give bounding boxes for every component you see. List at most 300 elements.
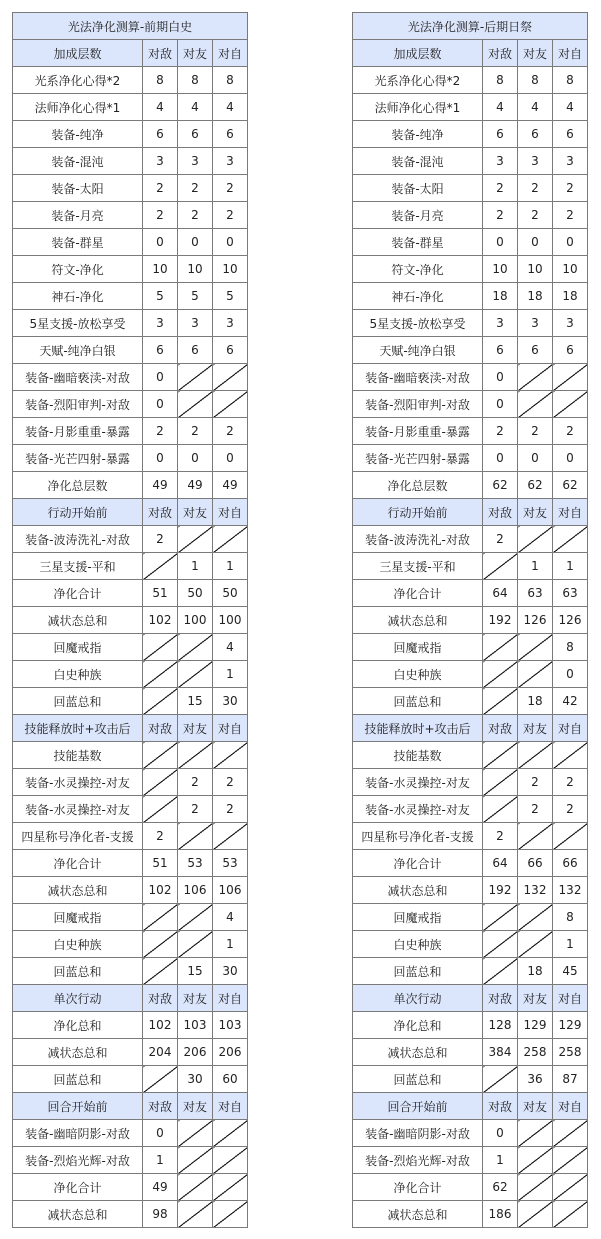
table-row [353, 1066, 588, 1093]
value-cell: 129 [518, 1012, 553, 1039]
value-cell: 18 [518, 688, 553, 715]
section-header-label: 回合开始前 [353, 1093, 483, 1120]
row-label: 回蓝总和 [13, 958, 143, 985]
table-row [13, 121, 248, 148]
value-cell: 2 [143, 175, 178, 202]
row-label: 光系净化心得*2 [13, 67, 143, 94]
table-row [353, 688, 588, 715]
table-row [13, 1201, 248, 1228]
empty-slash-cell [483, 931, 518, 958]
row-label: 回魔戒指 [13, 904, 143, 931]
column-header: 对友 [518, 40, 553, 67]
empty-slash-cell [483, 1066, 518, 1093]
value-cell: 64 [483, 580, 518, 607]
row-label: 回蓝总和 [13, 688, 143, 715]
empty-slash-cell [553, 1120, 588, 1147]
value-cell: 1 [213, 931, 248, 958]
value-cell: 6 [553, 337, 588, 364]
table-row [13, 1012, 248, 1039]
value-cell: 49 [178, 472, 213, 499]
row-label: 减状态总和 [13, 1201, 143, 1228]
value-cell: 2 [518, 418, 553, 445]
value-cell: 106 [213, 877, 248, 904]
table-row [13, 661, 248, 688]
table-row [13, 256, 248, 283]
value-cell: 6 [518, 337, 553, 364]
value-cell: 1 [518, 553, 553, 580]
column-header: 对敌 [483, 1093, 518, 1120]
row-label: 减状态总和 [13, 877, 143, 904]
table-row [13, 229, 248, 256]
table-row [353, 553, 588, 580]
value-cell: 258 [553, 1039, 588, 1066]
value-cell: 126 [553, 607, 588, 634]
value-cell: 0 [483, 391, 518, 418]
empty-slash-cell [143, 553, 178, 580]
table-row [353, 742, 588, 769]
table-row [353, 418, 588, 445]
value-cell: 102 [143, 1012, 178, 1039]
row-label: 符文-净化 [353, 256, 483, 283]
value-cell: 129 [553, 1012, 588, 1039]
empty-slash-cell [143, 931, 178, 958]
table-row [13, 418, 248, 445]
value-cell: 30 [213, 688, 248, 715]
empty-slash-cell [483, 634, 518, 661]
value-cell: 60 [213, 1066, 248, 1093]
column-header: 对友 [178, 715, 213, 742]
table-row [353, 472, 588, 499]
table-row [13, 850, 248, 877]
value-cell: 6 [178, 337, 213, 364]
value-cell: 51 [143, 580, 178, 607]
value-cell: 2 [553, 175, 588, 202]
row-label: 净化合计 [13, 1174, 143, 1201]
value-cell: 2 [213, 769, 248, 796]
value-cell: 102 [143, 877, 178, 904]
table-row [353, 607, 588, 634]
column-header: 对敌 [483, 40, 518, 67]
value-cell: 2 [483, 202, 518, 229]
value-cell: 36 [518, 1066, 553, 1093]
value-cell: 66 [518, 850, 553, 877]
value-cell: 2 [143, 526, 178, 553]
column-header: 对自 [213, 715, 248, 742]
value-cell: 2 [178, 418, 213, 445]
empty-slash-cell [553, 742, 588, 769]
empty-slash-cell [518, 391, 553, 418]
value-cell: 49 [143, 472, 178, 499]
value-cell: 0 [553, 661, 588, 688]
table-row [13, 1039, 248, 1066]
section-header-label: 回合开始前 [13, 1093, 143, 1120]
value-cell: 2 [143, 823, 178, 850]
empty-slash-cell [178, 904, 213, 931]
value-cell: 45 [553, 958, 588, 985]
value-cell: 258 [518, 1039, 553, 1066]
value-cell: 53 [213, 850, 248, 877]
row-label: 净化合计 [353, 850, 483, 877]
value-cell: 0 [143, 445, 178, 472]
row-label: 白史种族 [13, 661, 143, 688]
table-body-1 [353, 13, 588, 1228]
row-label: 法师净化心得*1 [13, 94, 143, 121]
empty-slash-cell [518, 823, 553, 850]
empty-slash-cell [483, 661, 518, 688]
table-body-0 [13, 13, 248, 1228]
row-label: 四星称号净化者-支援 [13, 823, 143, 850]
empty-slash-cell [213, 1174, 248, 1201]
section-header-row [353, 715, 588, 742]
row-label: 净化总层数 [13, 472, 143, 499]
table-row [13, 283, 248, 310]
value-cell: 4 [178, 94, 213, 121]
row-label: 减状态总和 [353, 877, 483, 904]
value-cell: 6 [483, 337, 518, 364]
value-cell: 8 [553, 904, 588, 931]
row-label: 净化总和 [13, 1012, 143, 1039]
row-label: 回魔戒指 [353, 634, 483, 661]
value-cell: 3 [483, 148, 518, 175]
empty-slash-cell [178, 742, 213, 769]
column-header: 对自 [553, 715, 588, 742]
table-title-row [353, 13, 588, 40]
row-label: 符文-净化 [13, 256, 143, 283]
table-row [13, 1120, 248, 1147]
value-cell: 2 [213, 796, 248, 823]
table-row [353, 931, 588, 958]
table-row [13, 553, 248, 580]
value-cell: 106 [178, 877, 213, 904]
table-row [353, 445, 588, 472]
table-row [353, 580, 588, 607]
value-cell: 50 [178, 580, 213, 607]
value-cell: 62 [518, 472, 553, 499]
row-label: 装备-烈阳审判-对敌 [13, 391, 143, 418]
row-label: 装备-烈阳审判-对敌 [353, 391, 483, 418]
row-label: 白史种族 [13, 931, 143, 958]
row-label: 三星支援-平和 [13, 553, 143, 580]
row-label: 净化总层数 [353, 472, 483, 499]
value-cell: 6 [178, 121, 213, 148]
table-row [13, 1174, 248, 1201]
table-row [13, 202, 248, 229]
value-cell: 3 [143, 310, 178, 337]
empty-slash-cell [143, 769, 178, 796]
value-cell: 6 [553, 121, 588, 148]
value-cell: 2 [553, 796, 588, 823]
empty-slash-cell [483, 769, 518, 796]
row-label: 装备-水灵操控-对友 [353, 796, 483, 823]
value-cell: 128 [483, 1012, 518, 1039]
empty-slash-cell [213, 1147, 248, 1174]
value-cell: 10 [518, 256, 553, 283]
value-cell: 1 [553, 931, 588, 958]
table-row [353, 391, 588, 418]
value-cell: 5 [178, 283, 213, 310]
empty-slash-cell [553, 526, 588, 553]
table-row [353, 634, 588, 661]
value-cell: 98 [143, 1201, 178, 1228]
value-cell: 2 [518, 175, 553, 202]
table-row [13, 634, 248, 661]
table-row [353, 94, 588, 121]
table-row [13, 904, 248, 931]
table-row [353, 310, 588, 337]
value-cell: 63 [553, 580, 588, 607]
value-cell: 1 [143, 1147, 178, 1174]
empty-slash-cell [213, 391, 248, 418]
value-cell: 3 [553, 310, 588, 337]
row-label: 装备-群星 [353, 229, 483, 256]
table-row [353, 229, 588, 256]
empty-slash-cell [178, 1174, 213, 1201]
section-header-row [13, 985, 248, 1012]
empty-slash-cell [213, 364, 248, 391]
table-title-row [13, 13, 248, 40]
section-header-label: 行动开始前 [13, 499, 143, 526]
row-label: 5星支援-放松享受 [13, 310, 143, 337]
value-cell: 30 [178, 1066, 213, 1093]
row-label: 装备-幽暗阴影-对敌 [353, 1120, 483, 1147]
row-label: 装备-水灵操控-对友 [13, 796, 143, 823]
row-label: 装备-混沌 [13, 148, 143, 175]
column-header: 对自 [553, 1093, 588, 1120]
value-cell: 8 [178, 67, 213, 94]
table-row [13, 769, 248, 796]
column-header: 对友 [518, 1093, 553, 1120]
value-cell: 53 [178, 850, 213, 877]
value-cell: 8 [483, 67, 518, 94]
value-cell: 0 [143, 229, 178, 256]
row-label: 5星支援-放松享受 [353, 310, 483, 337]
value-cell: 3 [143, 148, 178, 175]
table-row [13, 472, 248, 499]
row-label: 白史种族 [353, 931, 483, 958]
value-cell: 206 [178, 1039, 213, 1066]
column-header: 对友 [518, 499, 553, 526]
table-row [353, 661, 588, 688]
value-cell: 10 [178, 256, 213, 283]
row-label: 神石-净化 [13, 283, 143, 310]
value-cell: 18 [518, 283, 553, 310]
value-cell: 0 [143, 364, 178, 391]
row-label: 装备-月影重重-暴露 [13, 418, 143, 445]
table-row [353, 175, 588, 202]
value-cell: 1 [213, 661, 248, 688]
value-cell: 15 [178, 688, 213, 715]
value-cell: 100 [213, 607, 248, 634]
table-row [13, 742, 248, 769]
table-row [13, 823, 248, 850]
row-label: 装备-纯净 [353, 121, 483, 148]
row-label: 装备-烈焰光辉-对敌 [353, 1147, 483, 1174]
column-header: 对自 [213, 499, 248, 526]
empty-slash-cell [483, 742, 518, 769]
empty-slash-cell [143, 904, 178, 931]
value-cell: 0 [483, 364, 518, 391]
value-cell: 62 [483, 472, 518, 499]
empty-slash-cell [518, 904, 553, 931]
empty-slash-cell [518, 1147, 553, 1174]
row-label: 回魔戒指 [13, 634, 143, 661]
value-cell: 2 [213, 202, 248, 229]
empty-slash-cell [143, 796, 178, 823]
value-cell: 132 [553, 877, 588, 904]
value-cell: 3 [178, 310, 213, 337]
empty-slash-cell [518, 931, 553, 958]
value-cell: 10 [483, 256, 518, 283]
row-label: 装备-群星 [13, 229, 143, 256]
section-header-row [353, 1093, 588, 1120]
value-cell: 2 [483, 526, 518, 553]
empty-slash-cell [518, 1174, 553, 1201]
row-label: 光系净化心得*2 [353, 67, 483, 94]
table-row [13, 958, 248, 985]
row-label: 回蓝总和 [353, 688, 483, 715]
section-header-label: 技能释放时+攻击后 [353, 715, 483, 742]
table-row [353, 148, 588, 175]
section-header-label: 行动开始前 [353, 499, 483, 526]
column-header: 对自 [553, 40, 588, 67]
value-cell: 8 [553, 634, 588, 661]
empty-slash-cell [178, 364, 213, 391]
row-label: 三星支援-平和 [353, 553, 483, 580]
value-cell: 192 [483, 877, 518, 904]
value-cell: 51 [143, 850, 178, 877]
value-cell: 49 [213, 472, 248, 499]
value-cell: 42 [553, 688, 588, 715]
value-cell: 8 [213, 67, 248, 94]
empty-slash-cell [483, 904, 518, 931]
empty-slash-cell [213, 1120, 248, 1147]
column-header: 对自 [213, 1093, 248, 1120]
empty-slash-cell [518, 661, 553, 688]
column-header: 对自 [213, 985, 248, 1012]
table-title: 光法净化测算-前期白史 [13, 13, 248, 40]
column-header: 对敌 [483, 499, 518, 526]
row-label: 装备-水灵操控-对友 [13, 769, 143, 796]
value-cell: 2 [178, 769, 213, 796]
value-cell: 4 [213, 94, 248, 121]
table-row [13, 607, 248, 634]
empty-slash-cell [483, 553, 518, 580]
value-cell: 62 [553, 472, 588, 499]
section-header-row [13, 40, 248, 67]
value-cell: 15 [178, 958, 213, 985]
row-label: 回蓝总和 [13, 1066, 143, 1093]
value-cell: 2 [518, 769, 553, 796]
row-label: 净化总和 [353, 1012, 483, 1039]
value-cell: 10 [553, 256, 588, 283]
row-label: 装备-烈焰光辉-对敌 [13, 1147, 143, 1174]
value-cell: 8 [518, 67, 553, 94]
section-header-row [353, 40, 588, 67]
section-header-label: 加成层数 [353, 40, 483, 67]
value-cell: 2 [553, 769, 588, 796]
table-row [13, 391, 248, 418]
table-row [353, 877, 588, 904]
row-label: 装备-水灵操控-对友 [353, 769, 483, 796]
value-cell: 18 [553, 283, 588, 310]
empty-slash-cell [213, 823, 248, 850]
empty-slash-cell [178, 634, 213, 661]
value-cell: 5 [213, 283, 248, 310]
empty-slash-cell [143, 634, 178, 661]
table-row [353, 1174, 588, 1201]
value-cell: 2 [213, 418, 248, 445]
column-header: 对敌 [143, 985, 178, 1012]
empty-slash-cell [518, 1201, 553, 1228]
value-cell: 4 [518, 94, 553, 121]
row-label: 装备-光芒四射-暴露 [13, 445, 143, 472]
row-label: 装备-月亮 [13, 202, 143, 229]
value-cell: 0 [213, 445, 248, 472]
value-cell: 1 [483, 1147, 518, 1174]
column-header: 对友 [178, 985, 213, 1012]
row-label: 减状态总和 [13, 1039, 143, 1066]
table-row [353, 283, 588, 310]
section-header-row [353, 985, 588, 1012]
value-cell: 2 [483, 418, 518, 445]
value-cell: 18 [518, 958, 553, 985]
value-cell: 0 [518, 445, 553, 472]
value-cell: 0 [553, 229, 588, 256]
empty-slash-cell [178, 1201, 213, 1228]
row-label: 回蓝总和 [353, 1066, 483, 1093]
value-cell: 3 [518, 310, 553, 337]
value-cell: 2 [178, 796, 213, 823]
table-row [353, 364, 588, 391]
section-header-label: 单次行动 [353, 985, 483, 1012]
empty-slash-cell [518, 526, 553, 553]
value-cell: 3 [483, 310, 518, 337]
empty-slash-cell [143, 688, 178, 715]
table-row [353, 1201, 588, 1228]
column-header: 对敌 [143, 499, 178, 526]
section-header-label: 加成层数 [13, 40, 143, 67]
empty-slash-cell [178, 823, 213, 850]
empty-slash-cell [553, 1147, 588, 1174]
row-label: 天赋-纯净白银 [13, 337, 143, 364]
empty-slash-cell [518, 1120, 553, 1147]
value-cell: 4 [553, 94, 588, 121]
row-label: 净化合计 [13, 580, 143, 607]
value-cell: 102 [143, 607, 178, 634]
table-row [353, 202, 588, 229]
column-header: 对友 [178, 1093, 213, 1120]
table-row [13, 175, 248, 202]
value-cell: 6 [213, 337, 248, 364]
empty-slash-cell [178, 1120, 213, 1147]
row-label: 装备-幽暗阴影-对敌 [13, 1120, 143, 1147]
value-cell: 1 [213, 553, 248, 580]
row-label: 净化合计 [13, 850, 143, 877]
value-cell: 192 [483, 607, 518, 634]
empty-slash-cell [553, 1174, 588, 1201]
empty-slash-cell [178, 931, 213, 958]
empty-slash-cell [143, 742, 178, 769]
empty-slash-cell [483, 688, 518, 715]
empty-slash-cell [213, 1201, 248, 1228]
value-cell: 4 [143, 94, 178, 121]
table-row [13, 688, 248, 715]
value-cell: 2 [518, 202, 553, 229]
row-label: 四星称号净化者-支援 [353, 823, 483, 850]
column-header: 对友 [518, 985, 553, 1012]
column-header: 对敌 [483, 985, 518, 1012]
table-row [13, 1147, 248, 1174]
